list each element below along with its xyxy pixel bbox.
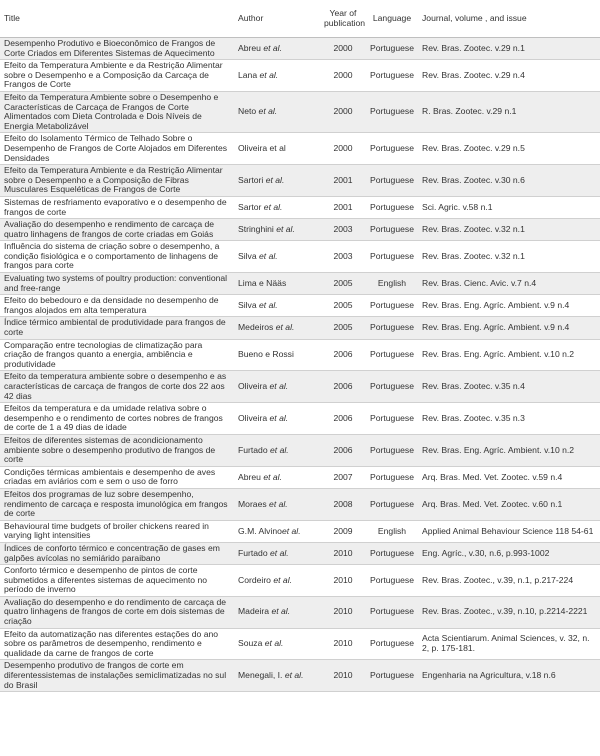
author-name: G.M. Alvino — [238, 525, 282, 536]
author-name: Cordeiro — [238, 574, 271, 585]
cell-language: Portuguese — [366, 91, 418, 132]
table-row — [0, 165, 600, 197]
cell-author — [234, 565, 320, 597]
cell-journal: Rev. Bras. Eng. Agríc. Ambient. v.9 n.4 — [418, 317, 600, 339]
table-row — [0, 660, 600, 692]
cell-title: Condições térmicas ambientais e desempenho de aves criadas em aviários com e sem o uso de forro — [0, 466, 234, 488]
cell-year: 2010 — [320, 660, 366, 692]
cell-year: 2005 — [320, 317, 366, 339]
cell-journal: Rev. Bras. Zootec. v.32 n.1 — [418, 241, 600, 273]
cell-title: Índice térmico ambiental de produtividade para frangos de corte — [0, 317, 234, 339]
author-name: Menegali, I. — [238, 670, 283, 681]
cell-language: Portuguese — [366, 295, 418, 317]
cell-language: Portuguese — [366, 339, 418, 371]
cell-year: 2001 — [320, 196, 366, 218]
cell-year: 2003 — [320, 219, 366, 241]
author-etal: et al. — [270, 574, 292, 585]
header-title: Title — [0, 0, 234, 38]
cell-journal: Rev. Bras. Zootec. v.32 n.1 — [418, 219, 600, 241]
cell-language: English — [366, 520, 418, 542]
cell-language: Portuguese — [366, 165, 418, 197]
cell-year: 2009 — [320, 520, 366, 542]
cell-language: English — [366, 273, 418, 295]
cell-author — [234, 241, 320, 273]
cell-author — [234, 317, 320, 339]
cell-language: Portuguese — [366, 565, 418, 597]
cell-year: 2001 — [320, 165, 366, 197]
cell-title: Efeito do bebedouro e da densidade no desempenho de frangos alojados em alta temperatura — [0, 295, 234, 317]
cell-author — [234, 165, 320, 197]
cell-year: 2006 — [320, 339, 366, 371]
cell-year: 2007 — [320, 466, 366, 488]
author-etal: et al. — [262, 638, 284, 649]
cell-year: 2000 — [320, 133, 366, 165]
table-row — [0, 434, 600, 466]
author-name: Abreu — [238, 42, 261, 53]
cell-journal: Arq. Bras. Med. Vet. Zootec. v.59 n.4 — [418, 466, 600, 488]
table-row — [0, 133, 600, 165]
author-name: Bueno e Rossi — [238, 349, 294, 360]
author-name: Neto — [238, 106, 257, 117]
cell-journal: Rev. Bras. Zootec. v.35 n.3 — [418, 403, 600, 435]
cell-language: Portuguese — [366, 38, 418, 60]
table-row — [0, 295, 600, 317]
cell-year: 2005 — [320, 273, 366, 295]
cell-title: Efeitos de diferentes sistemas de acondicionamento ambiente sobre o desempenho produtivo de frangos de corte — [0, 434, 234, 466]
cell-year: 2006 — [320, 371, 366, 403]
cell-journal: Rev. Bras. Zootec. v.35 n.4 — [418, 371, 600, 403]
cell-language: Portuguese — [366, 133, 418, 165]
cell-year: 2010 — [320, 565, 366, 597]
author-name: Abreu — [238, 471, 261, 482]
cell-author — [234, 371, 320, 403]
cell-year: 2006 — [320, 434, 366, 466]
cell-year: 2003 — [320, 241, 366, 273]
cell-language: Portuguese — [366, 488, 418, 520]
cell-author — [234, 295, 320, 317]
cell-journal: Arq. Bras. Med. Vet. Zootec. v.60 n.1 — [418, 488, 600, 520]
cell-author — [234, 91, 320, 132]
cell-language: Portuguese — [366, 628, 418, 660]
cell-journal: Rev. Bras. Zootec. v.30 n.6 — [418, 165, 600, 197]
author-name: Furtado — [238, 444, 268, 455]
cell-language: Portuguese — [366, 371, 418, 403]
cell-year: 2010 — [320, 628, 366, 660]
cell-author — [234, 403, 320, 435]
cell-year: 2005 — [320, 295, 366, 317]
cell-author — [234, 466, 320, 488]
table-row — [0, 60, 600, 92]
author-name: Furtado — [238, 547, 268, 558]
table-row — [0, 273, 600, 295]
cell-title: Efeitos da temperatura e da umidade relativa sobre o desempenho e o rendimento de cortes nobres de frangos de corte de 1 a 49 dias de idade — [0, 403, 234, 435]
cell-author — [234, 520, 320, 542]
header-journal: Journal, volume , and issue — [418, 0, 600, 38]
author-name: Lima e Nääs — [238, 277, 287, 288]
author-etal: et al. — [269, 606, 291, 617]
author-etal: et al. — [261, 201, 283, 212]
cell-author — [234, 196, 320, 218]
author-name: Souza — [238, 638, 263, 649]
cell-journal: Rev. Bras. Zootec. v.29 n.5 — [418, 133, 600, 165]
cell-author — [234, 339, 320, 371]
cell-title: Desempenho produtivo de frangos de corte em diferentessistemas de instalações semiclimatizadas no sul do Brasil — [0, 660, 234, 692]
cell-title: Sistemas de resfriamento evaporativo e o desempenho de frangos de corte — [0, 196, 234, 218]
table-row — [0, 339, 600, 371]
table-row — [0, 520, 600, 542]
author-name: Sartori — [238, 174, 264, 185]
cell-author — [234, 660, 320, 692]
cell-language: Portuguese — [366, 196, 418, 218]
author-etal: et al. — [263, 174, 285, 185]
cell-language: Portuguese — [366, 241, 418, 273]
author-name: Silva — [238, 250, 257, 261]
author-name: Oliveira — [238, 381, 268, 391]
cell-author — [234, 133, 320, 165]
author-name: Lana — [238, 69, 258, 80]
cell-journal: Engenharia na Agricultura, v.18 n.6 — [418, 660, 600, 692]
cell-journal: Acta Scientiarum. Animal Sciences, v. 32, n. 2, p. 175-181. — [418, 628, 600, 660]
cell-title: Efeito da temperatura ambiente sobre o desempenho e as características de carcaça de frangos de corte dos 22 aos 42 dias — [0, 371, 234, 403]
table-row — [0, 38, 600, 60]
table-row — [0, 317, 600, 339]
author-etal: et al. — [266, 498, 288, 509]
cell-language: Portuguese — [366, 660, 418, 692]
cell-journal: Rev. Bras. Eng. Agríc. Ambient. v.9 n.4 — [418, 295, 600, 317]
author-name: Moraes — [238, 498, 267, 509]
author-etal: et al. — [256, 250, 278, 261]
cell-journal: Rev. Bras. Eng. Agríc. Ambient. v.10 n.2 — [418, 434, 600, 466]
author-etal: et al. — [256, 300, 278, 311]
table-row — [0, 628, 600, 660]
author-etal: et al. — [273, 322, 295, 333]
author-etal: et al. — [260, 42, 282, 53]
cell-year: 2000 — [320, 38, 366, 60]
cell-year: 2006 — [320, 403, 366, 435]
author-etal: et al. — [267, 547, 289, 558]
table-body — [0, 38, 600, 692]
author-etal: et al. — [282, 670, 304, 681]
cell-author — [234, 38, 320, 60]
author-etal: et al. — [267, 444, 289, 455]
cell-author — [234, 542, 320, 564]
author-name: Madeira — [238, 606, 270, 617]
cell-title: Avaliação do desempenho e do rendimento de carcaça de quatro linhagens de frangos de corte em dois sistemas de criação — [0, 596, 234, 628]
cell-title: Behavioural time budgets of broiler chickens reared in varying light intensities — [0, 520, 234, 542]
cell-title: Avaliação do desempenho e rendimento de carcaça de quatro linhagens de frangos de corte criadas em Goiás — [0, 219, 234, 241]
cell-year: 2010 — [320, 596, 366, 628]
cell-language: Portuguese — [366, 542, 418, 564]
cell-title: Efeito da Temperatura Ambiente e da Restrição Alimentar sobre o Desempenho e a Composição da Carcaça de Frangos de Corte — [0, 60, 234, 92]
cell-author — [234, 488, 320, 520]
cell-title: Efeito da automatização nas diferentes estações do ano sobre os parâmetros de desempenho, rendimento e qualidade da carne de frangos de corte — [0, 628, 234, 660]
cell-author — [234, 219, 320, 241]
author-name: Stringhini — [238, 223, 274, 234]
author-name: Oliveira et al — [238, 142, 286, 153]
cell-journal: Rev. Bras. Zootec. v.29 n.1 — [418, 38, 600, 60]
cell-journal: Rev. Bras. Zootec., v.39, n.10, p.2214-2221 — [418, 596, 600, 628]
table-row — [0, 466, 600, 488]
cell-journal: Sci. Agric. v.58 n.1 — [418, 196, 600, 218]
cell-author — [234, 596, 320, 628]
author-etal: et al. — [267, 412, 289, 423]
author-etal: et al. — [267, 381, 289, 391]
cell-year: 2000 — [320, 60, 366, 92]
cell-language: Portuguese — [366, 60, 418, 92]
cell-title: Efeito da Temperatura Ambiente sobre o Desempenho e Características de Carcaça de Frangos de Corte Alimentados com Dieta Controlada e Dois Níveis de Energia Metabolizável — [0, 91, 234, 132]
table-row — [0, 219, 600, 241]
table-row — [0, 488, 600, 520]
cell-journal: R. Bras. Zootec. v.29 n.1 — [418, 91, 600, 132]
cell-title: Conforto térmico e desempenho de pintos de corte submetidos a diferentes sistemas de aquecimento no período de inverno — [0, 565, 234, 597]
table-header-row — [0, 0, 600, 38]
author-etal: et al. — [273, 223, 295, 234]
cell-journal: Rev. Bras. Zootec., v.39, n.1, p.217-224 — [418, 565, 600, 597]
table-row — [0, 565, 600, 597]
cell-year: 2000 — [320, 91, 366, 132]
cell-title: Desempenho Produtivo e Bioeconômico de Frangos de Corte Criados em Diferentes Sistemas de Aquecimento — [0, 38, 234, 60]
cell-journal: Applied Animal Behaviour Science 118 54-61 — [418, 520, 600, 542]
table-row — [0, 596, 600, 628]
author-etal: et al. — [260, 471, 282, 482]
cell-title: Efeitos dos programas de luz sobre desempenho, rendimento de carcaça e resposta imunológica em frangos de corte — [0, 488, 234, 520]
cell-journal: Rev. Bras. Cienc. Avic. v.7 n.4 — [418, 273, 600, 295]
cell-journal: Rev. Bras. Eng. Agríc. Ambient. v.10 n.2 — [418, 339, 600, 371]
cell-author — [234, 434, 320, 466]
cell-title: Comparação entre tecnologias de climatização para criação de frangos quanto a energia, ambiência e produtividade — [0, 339, 234, 371]
author-name: Oliveira — [238, 412, 268, 423]
table-row — [0, 196, 600, 218]
author-name: Sartor — [238, 201, 262, 212]
table-row — [0, 241, 600, 273]
header-language: Language — [366, 0, 418, 38]
cell-author — [234, 60, 320, 92]
cell-language: Portuguese — [366, 434, 418, 466]
cell-journal: Eng. Agríc., v.30, n.6, p.993-1002 — [418, 542, 600, 564]
cell-language: Portuguese — [366, 466, 418, 488]
table-row — [0, 542, 600, 564]
cell-title: Influência do sistema de criação sobre o desempenho, a condição fisiológica e o comportamento de linhagens de frangos para corte — [0, 241, 234, 273]
cell-title: Efeito da Temperatura Ambiente e da Restrição Alimentar sobre o Desempenho e a Composição de Fibras Musculares Esqueléticas de Frangos de Corte — [0, 165, 234, 197]
cell-title: Evaluating two systems of poultry production: conventional and free-range — [0, 273, 234, 295]
cell-year: 2008 — [320, 488, 366, 520]
author-etal: et al. — [256, 106, 278, 117]
cell-title: Índices de conforto térmico e concentração de gases em galpões avícolas no semiárido paraibano — [0, 542, 234, 564]
cell-language: Portuguese — [366, 219, 418, 241]
author-name: Silva — [238, 300, 257, 311]
cell-author — [234, 273, 320, 295]
cell-year: 2010 — [320, 542, 366, 564]
cell-journal: Rev. Bras. Zootec. v.29 n.4 — [418, 60, 600, 92]
cell-author — [234, 628, 320, 660]
cell-language: Portuguese — [366, 596, 418, 628]
table-row — [0, 371, 600, 403]
header-author: Author — [234, 0, 320, 38]
cell-language: Portuguese — [366, 317, 418, 339]
author-name: Medeiros — [238, 322, 274, 333]
author-etal: et al. — [281, 525, 301, 536]
author-etal: et al. — [257, 69, 279, 80]
cell-language: Portuguese — [366, 403, 418, 435]
header-year: Year of publication — [320, 0, 366, 38]
table-row — [0, 403, 600, 435]
cell-title: Efeito do Isolamento Térmico de Telhado Sobre o Desempenho de Frangos de Corte Alojados em Diferentes Densidades — [0, 133, 234, 165]
table-row — [0, 91, 600, 132]
